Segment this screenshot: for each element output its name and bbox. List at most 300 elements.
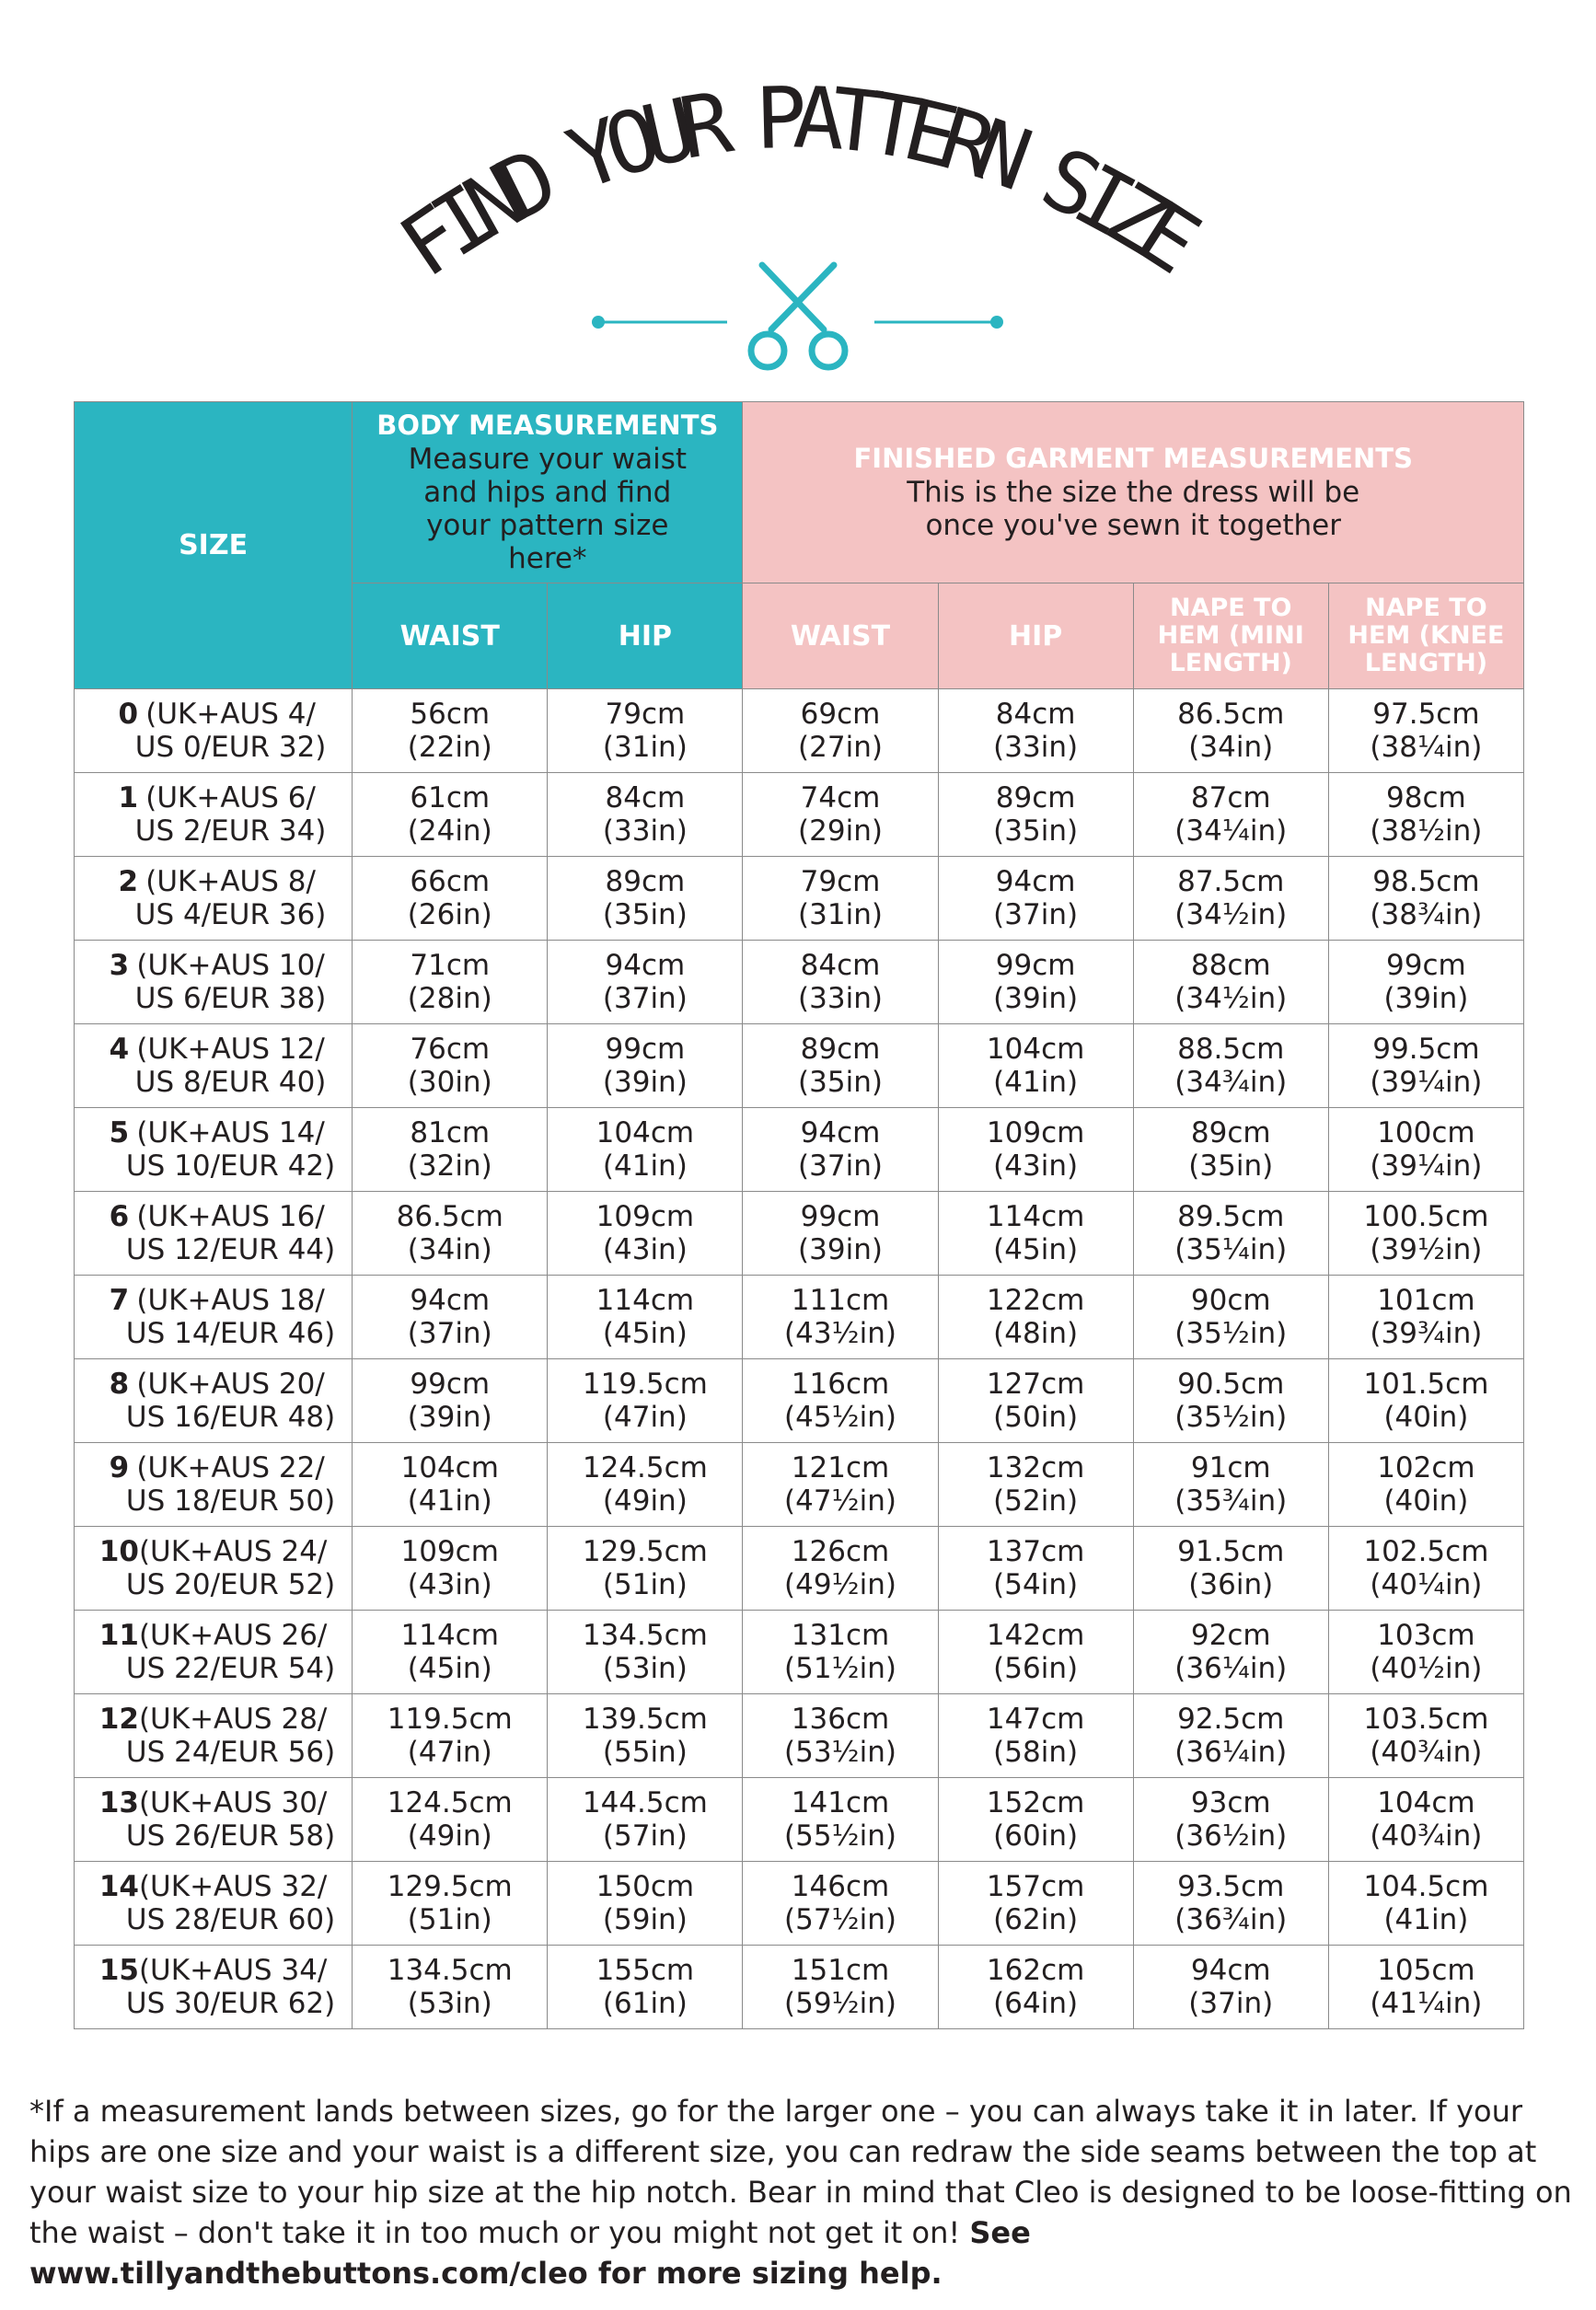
- measurement-in: (41in): [1383, 1903, 1469, 1936]
- size-label: [75, 1192, 353, 1276]
- table-row: [75, 1108, 1524, 1192]
- measurement-in: (33in): [993, 731, 1079, 764]
- measurement-in: (41¼in): [1370, 1987, 1483, 2020]
- size-number: 4: [109, 1033, 130, 1066]
- size-label: [75, 1946, 353, 2029]
- measurement-cm: 124.5cm: [582, 1451, 708, 1484]
- measurement-cell: [353, 1024, 548, 1108]
- size-label: [75, 1694, 353, 1778]
- measurement-cm: 66cm: [410, 865, 491, 898]
- size-chart-table: [74, 401, 1524, 2029]
- measurement-cell: [1133, 857, 1328, 941]
- measurement-cm: 102cm: [1377, 1451, 1475, 1484]
- measurement-cell: [1328, 1024, 1523, 1108]
- measurement-in: (53in): [602, 1652, 688, 1685]
- size-number: 2: [118, 865, 139, 898]
- measurement-cell: [548, 773, 743, 857]
- table-row: [75, 1694, 1524, 1778]
- measurement-cm: 89cm: [1190, 1116, 1271, 1149]
- size-equiv-line2: US 28/EUR 60): [125, 1903, 336, 1936]
- measurement-cm: 94cm: [800, 1116, 881, 1149]
- measurement-in: (53½in): [784, 1736, 896, 1769]
- measurement-cell: [353, 857, 548, 941]
- size-number: 13: [98, 1786, 139, 1819]
- measurement-cm: 155cm: [596, 1954, 695, 1987]
- measurement-cell: [353, 1694, 548, 1778]
- measurement-in: (36¾in): [1174, 1903, 1288, 1936]
- measurement-cm: 99cm: [1386, 949, 1466, 982]
- measurement-cm: 86.5cm: [396, 1200, 503, 1233]
- measurement-cell: [743, 1108, 938, 1192]
- measurement-cm: 89.5cm: [1177, 1200, 1285, 1233]
- measurement-cell: [1328, 1527, 1523, 1611]
- size-equiv-line2: US 0/EUR 32): [134, 731, 327, 764]
- measurement-cm: 71cm: [410, 949, 491, 982]
- measurement-cell: [548, 1359, 743, 1443]
- measurement-cm: 157cm: [986, 1870, 1085, 1903]
- measurement-in: (40in): [1383, 1401, 1469, 1434]
- measurement-cell: [938, 1359, 1133, 1443]
- measurement-in: (33in): [602, 814, 688, 848]
- size-label: [75, 1024, 353, 1108]
- measurement-cell: [743, 1359, 938, 1443]
- measurement-cell: [1328, 857, 1523, 941]
- table-row: [75, 857, 1524, 941]
- measurement-cell: [938, 1024, 1133, 1108]
- measurement-in: (35in): [602, 898, 688, 931]
- size-equiv-line1: (UK+AUS 22/: [136, 1451, 325, 1484]
- measurement-in: (45in): [993, 1233, 1079, 1266]
- measurement-cm: 93cm: [1190, 1786, 1271, 1819]
- measurement-in: (33in): [798, 982, 883, 1015]
- measurement-cm: 129.5cm: [387, 1870, 513, 1903]
- size-equiv-line1: (UK+AUS 14/: [136, 1116, 325, 1149]
- measurement-in: (37in): [602, 982, 688, 1015]
- size-number: 15: [98, 1954, 139, 1987]
- measurement-in: (35in): [798, 1066, 883, 1099]
- finished-garment-title: FINISHED GARMENT MEASUREMENTS: [853, 443, 1413, 474]
- measurement-in: (39¼in): [1370, 1149, 1483, 1183]
- measurement-cell: [938, 1192, 1133, 1276]
- measurement-cell: [938, 941, 1133, 1024]
- measurement-in: (40in): [1383, 1484, 1469, 1518]
- measurement-cm: 90.5cm: [1177, 1368, 1285, 1401]
- size-equiv-line2: US 8/EUR 40): [134, 1066, 327, 1099]
- body-measurements-title: BODY MEASUREMENTS: [376, 410, 719, 441]
- measurement-cell: [548, 1276, 743, 1359]
- page-title: FIND YOUR PATTERN SIZE: [383, 68, 1222, 297]
- measurement-cm: 109cm: [986, 1116, 1085, 1149]
- measurement-cm: 87cm: [1190, 781, 1271, 814]
- measurement-in: (57½in): [784, 1903, 896, 1936]
- col-garment-waist: WAIST: [743, 583, 938, 689]
- measurement-in: (60in): [993, 1819, 1079, 1853]
- size-equiv-line2: US 30/EUR 62): [125, 1987, 336, 2020]
- measurement-cm: 144.5cm: [582, 1786, 708, 1819]
- measurement-cm: 84cm: [605, 781, 686, 814]
- measurement-in: (34½in): [1174, 898, 1288, 931]
- measurement-cm: 92.5cm: [1177, 1703, 1285, 1736]
- measurement-in: (49½in): [784, 1568, 896, 1601]
- measurement-cell: [743, 857, 938, 941]
- measurement-in: (34in): [407, 1233, 492, 1266]
- measurement-cm: 111cm: [791, 1284, 890, 1317]
- measurement-cell: [743, 1694, 938, 1778]
- measurement-cm: 92cm: [1190, 1619, 1271, 1652]
- measurement-cell: [353, 1946, 548, 2029]
- table-row: [75, 941, 1524, 1024]
- measurement-cell: [548, 857, 743, 941]
- measurement-in: (55½in): [784, 1819, 896, 1853]
- measurement-cell: [938, 1276, 1133, 1359]
- measurement-cell: [353, 1192, 548, 1276]
- measurement-cm: 134.5cm: [387, 1954, 513, 1987]
- measurement-cell: [938, 1862, 1133, 1946]
- measurement-in: (39in): [798, 1233, 883, 1266]
- divider-left: [592, 316, 727, 329]
- size-label: [75, 773, 353, 857]
- measurement-cell: [548, 1108, 743, 1192]
- measurement-cell: [938, 1694, 1133, 1778]
- size-equiv-line1: (UK+AUS 28/: [138, 1703, 328, 1736]
- col-nape-to-hem-knee: NAPE TO HEM (KNEE LENGTH): [1328, 583, 1523, 689]
- measurement-cell: [743, 773, 938, 857]
- size-number: 11: [98, 1619, 139, 1652]
- measurement-cell: [1133, 1527, 1328, 1611]
- measurement-cell: [1328, 1443, 1523, 1527]
- measurement-cm: 79cm: [605, 698, 686, 731]
- measurement-cell: [548, 1694, 743, 1778]
- measurement-in: (34½in): [1174, 982, 1288, 1015]
- finished-garment-description: This is the size the dress will be once you've sewn it together: [907, 476, 1360, 542]
- measurement-in: (39in): [1383, 982, 1469, 1015]
- measurement-cell: [548, 1778, 743, 1862]
- col-garment-hip: HIP: [938, 583, 1133, 689]
- measurement-cell: [1328, 1778, 1523, 1862]
- measurement-cm: 116cm: [791, 1368, 890, 1401]
- measurement-in: (41in): [407, 1484, 492, 1518]
- measurement-cm: 151cm: [791, 1954, 890, 1987]
- measurement-cm: 132cm: [986, 1451, 1085, 1484]
- size-equiv-line1: (UK+AUS 20/: [136, 1368, 325, 1401]
- measurement-in: (40¼in): [1370, 1568, 1483, 1601]
- measurement-in: (29in): [798, 814, 883, 848]
- measurement-cm: 93.5cm: [1177, 1870, 1285, 1903]
- measurement-in: (38¼in): [1370, 731, 1483, 764]
- measurement-in: (59½in): [784, 1987, 896, 2020]
- measurement-cell: [1133, 1108, 1328, 1192]
- measurement-cm: 94cm: [995, 865, 1076, 898]
- measurement-cell: [938, 1946, 1133, 2029]
- measurement-cm: 146cm: [791, 1870, 890, 1903]
- measurement-cm: 126cm: [791, 1535, 890, 1568]
- measurement-in: (52in): [993, 1484, 1079, 1518]
- measurement-cell: [353, 1443, 548, 1527]
- measurement-cm: 94cm: [605, 949, 686, 982]
- size-equiv-line1: (UK+AUS 18/: [136, 1284, 325, 1317]
- sizing-help-link[interactable]: See www.tillyandthebuttons.com/cleo for more sizing help.: [29, 2215, 1031, 2291]
- measurement-in: (43in): [602, 1233, 688, 1266]
- measurement-cm: 103.5cm: [1363, 1703, 1489, 1736]
- measurement-cm: 137cm: [986, 1535, 1085, 1568]
- measurement-cell: [1133, 689, 1328, 773]
- measurement-in: (39in): [407, 1401, 492, 1434]
- measurement-cm: 101.5cm: [1363, 1368, 1489, 1401]
- measurement-cm: 127cm: [986, 1368, 1085, 1401]
- measurement-in: (64in): [993, 1987, 1079, 2020]
- measurement-in: (45in): [602, 1317, 688, 1350]
- measurement-cell: [1133, 1276, 1328, 1359]
- measurement-cm: 109cm: [596, 1200, 695, 1233]
- measurement-in: (34in): [1188, 731, 1274, 764]
- measurement-cell: [1328, 1611, 1523, 1694]
- measurement-cell: [353, 1276, 548, 1359]
- col-body-waist: WAIST: [353, 583, 548, 689]
- measurement-cell: [1328, 1694, 1523, 1778]
- measurement-cell: [353, 941, 548, 1024]
- measurement-cm: 88.5cm: [1177, 1033, 1285, 1066]
- measurement-cell: [353, 1611, 548, 1694]
- measurement-cell: [1328, 1359, 1523, 1443]
- measurement-cm: 69cm: [800, 698, 881, 731]
- measurement-in: (49in): [602, 1484, 688, 1518]
- measurement-cell: [938, 1778, 1133, 1862]
- measurement-in: (22in): [407, 731, 492, 764]
- size-number: 8: [109, 1368, 130, 1401]
- measurement-cm: 104cm: [400, 1451, 499, 1484]
- measurement-in: (37in): [407, 1317, 492, 1350]
- measurement-cell: [743, 1611, 938, 1694]
- size-equiv-line2: US 22/EUR 54): [125, 1652, 336, 1685]
- size-label: [75, 857, 353, 941]
- size-number: 10: [98, 1535, 139, 1568]
- size-equiv-line2: US 10/EUR 42): [125, 1149, 336, 1183]
- measurement-cm: 98cm: [1386, 781, 1466, 814]
- measurement-cell: [743, 1024, 938, 1108]
- measurement-cm: 74cm: [800, 781, 881, 814]
- measurement-in: (34¾in): [1174, 1066, 1288, 1099]
- measurement-in: (43in): [407, 1568, 492, 1601]
- size-equiv-line1: (UK+AUS 24/: [138, 1535, 328, 1568]
- measurement-cell: [938, 857, 1133, 941]
- title-graphic: [0, 0, 1596, 401]
- measurement-cell: [1133, 1611, 1328, 1694]
- measurement-cm: 139.5cm: [582, 1703, 708, 1736]
- measurement-cm: 101cm: [1377, 1284, 1475, 1317]
- measurement-cell: [353, 773, 548, 857]
- measurement-cm: 56cm: [410, 698, 491, 731]
- size-label: [75, 1527, 353, 1611]
- measurement-cm: 131cm: [791, 1619, 890, 1652]
- measurement-cell: [938, 1108, 1133, 1192]
- measurement-cell: [548, 1527, 743, 1611]
- size-label: [75, 1276, 353, 1359]
- table-row: [75, 1862, 1524, 1946]
- measurement-cm: 76cm: [410, 1033, 491, 1066]
- size-number: 9: [109, 1451, 130, 1484]
- measurement-cm: 119.5cm: [387, 1703, 513, 1736]
- measurement-cm: 109cm: [400, 1535, 499, 1568]
- measurement-cell: [353, 1108, 548, 1192]
- measurement-cm: 99cm: [800, 1200, 881, 1233]
- measurement-in: (36in): [1188, 1568, 1274, 1601]
- measurement-in: (38½in): [1370, 814, 1483, 848]
- measurement-cm: 81cm: [410, 1116, 491, 1149]
- size-number: 3: [109, 949, 130, 982]
- measurement-cm: 119.5cm: [582, 1368, 708, 1401]
- size-equiv-line2: US 12/EUR 44): [125, 1233, 336, 1266]
- measurement-in: (47½in): [784, 1484, 896, 1518]
- measurement-cell: [1133, 1862, 1328, 1946]
- measurement-cell: [353, 689, 548, 773]
- measurement-cell: [548, 1862, 743, 1946]
- divider-right: [874, 316, 1003, 329]
- measurement-cell: [1133, 1778, 1328, 1862]
- measurement-in: (40¾in): [1370, 1736, 1483, 1769]
- measurement-cm: 105cm: [1377, 1954, 1475, 1987]
- measurement-in: (57in): [602, 1819, 688, 1853]
- table-row: [75, 1443, 1524, 1527]
- size-equiv-line2: US 16/EUR 48): [125, 1401, 336, 1434]
- size-label: [75, 1359, 353, 1443]
- measurement-in: (28in): [407, 982, 492, 1015]
- measurement-in: (30in): [407, 1066, 492, 1099]
- measurement-cm: 91.5cm: [1177, 1535, 1285, 1568]
- measurement-cm: 94cm: [1190, 1954, 1271, 1987]
- measurement-cm: 79cm: [800, 865, 881, 898]
- table-row: [75, 689, 1524, 773]
- measurement-cell: [353, 1862, 548, 1946]
- measurement-cm: 99.5cm: [1372, 1033, 1480, 1066]
- measurement-in: (53in): [407, 1987, 492, 2020]
- size-equiv-line1: (UK+AUS 32/: [138, 1870, 328, 1903]
- size-number: 12: [98, 1703, 139, 1736]
- measurement-cell: [1328, 1192, 1523, 1276]
- scissors-icon: [751, 265, 845, 367]
- size-equiv-line1: (UK+AUS 10/: [136, 949, 325, 982]
- table-row: [75, 1611, 1524, 1694]
- table-row: [75, 1192, 1524, 1276]
- measurement-cm: 150cm: [596, 1870, 695, 1903]
- measurement-in: (38¾in): [1370, 898, 1483, 931]
- measurement-in: (26in): [407, 898, 492, 931]
- size-label: [75, 1778, 353, 1862]
- measurement-cm: 129.5cm: [582, 1535, 708, 1568]
- measurement-cm: 90cm: [1190, 1284, 1271, 1317]
- measurement-cm: 152cm: [986, 1786, 1085, 1819]
- size-label: [75, 689, 353, 773]
- measurement-in: (31in): [602, 731, 688, 764]
- measurement-cell: [1133, 1443, 1328, 1527]
- measurement-in: (35½in): [1174, 1317, 1288, 1350]
- measurement-in: (51½in): [784, 1652, 896, 1685]
- measurement-in: (43½in): [784, 1317, 896, 1350]
- measurement-cell: [353, 1778, 548, 1862]
- measurement-in: (45½in): [784, 1401, 896, 1434]
- measurement-in: (50in): [993, 1401, 1079, 1434]
- measurement-cell: [1133, 773, 1328, 857]
- measurement-cm: 136cm: [791, 1703, 890, 1736]
- measurement-cell: [743, 1778, 938, 1862]
- measurement-in: (61in): [602, 1987, 688, 2020]
- body-measurements-description: Measure your waist and hips and find your pattern size here*: [408, 443, 688, 575]
- size-equiv-line1: (UK+AUS 30/: [138, 1786, 328, 1819]
- measurement-in: (27in): [798, 731, 883, 764]
- measurement-cell: [743, 689, 938, 773]
- measurement-cell: [548, 689, 743, 773]
- measurement-cell: [548, 1192, 743, 1276]
- measurement-cm: 94cm: [410, 1284, 491, 1317]
- size-number: 7: [109, 1284, 130, 1317]
- size-equiv-line2: US 14/EUR 46): [125, 1317, 336, 1350]
- table-row: [75, 1946, 1524, 2029]
- measurement-in: (62in): [993, 1903, 1079, 1936]
- measurement-in: (35¾in): [1174, 1484, 1288, 1518]
- measurement-cell: [548, 1024, 743, 1108]
- size-number: 5: [109, 1116, 130, 1149]
- size-equiv-line1: (UK+AUS 16/: [136, 1200, 325, 1233]
- measurement-in: (49in): [407, 1819, 492, 1853]
- size-equiv-line1: (UK+AUS 34/: [138, 1954, 328, 1987]
- measurement-cell: [938, 1527, 1133, 1611]
- measurement-cm: 99cm: [995, 949, 1076, 982]
- col-nape-to-hem-mini: NAPE TO HEM (MINI LENGTH): [1133, 583, 1328, 689]
- measurement-in: (35in): [993, 814, 1079, 848]
- measurement-cell: [743, 1862, 938, 1946]
- measurement-in: (32in): [407, 1149, 492, 1183]
- measurement-in: (39in): [602, 1066, 688, 1099]
- measurement-cm: 114cm: [596, 1284, 695, 1317]
- measurement-cell: [1328, 689, 1523, 773]
- measurement-in: (35½in): [1174, 1401, 1288, 1434]
- measurement-cm: 124.5cm: [387, 1786, 513, 1819]
- measurement-cm: 141cm: [791, 1786, 890, 1819]
- size-number: 14: [98, 1870, 139, 1903]
- measurement-cell: [548, 1946, 743, 2029]
- measurement-in: (36¼in): [1174, 1736, 1288, 1769]
- size-equiv-line1: (UK+AUS 12/: [136, 1033, 325, 1066]
- measurement-cm: 98.5cm: [1372, 865, 1480, 898]
- measurement-in: (24in): [407, 814, 492, 848]
- measurement-cm: 61cm: [410, 781, 491, 814]
- measurement-cm: 121cm: [791, 1451, 890, 1484]
- table-row: [75, 1276, 1524, 1359]
- measurement-in: (36½in): [1174, 1819, 1288, 1853]
- size-label: [75, 1443, 353, 1527]
- table-row: [75, 1527, 1524, 1611]
- size-equiv-line2: US 26/EUR 58): [125, 1819, 336, 1853]
- measurement-cell: [1328, 1276, 1523, 1359]
- measurement-cm: 89cm: [800, 1033, 881, 1066]
- measurement-cm: 84cm: [995, 698, 1076, 731]
- measurement-cell: [938, 1443, 1133, 1527]
- footnote: [29, 2091, 1576, 2293]
- size-label: [75, 1108, 353, 1192]
- measurement-cell: [743, 1443, 938, 1527]
- table-row: [75, 1024, 1524, 1108]
- measurement-cell: [938, 773, 1133, 857]
- measurement-in: (35¼in): [1174, 1233, 1288, 1266]
- measurement-in: (51in): [602, 1568, 688, 1601]
- table-row: [75, 1778, 1524, 1862]
- size-header: SIZE: [75, 402, 353, 689]
- measurement-cell: [548, 1443, 743, 1527]
- table-row: [75, 773, 1524, 857]
- measurement-cm: 104cm: [1377, 1786, 1475, 1819]
- measurement-in: (56in): [993, 1652, 1079, 1685]
- finished-garment-header: [743, 402, 1524, 583]
- measurement-cell: [1328, 1946, 1523, 2029]
